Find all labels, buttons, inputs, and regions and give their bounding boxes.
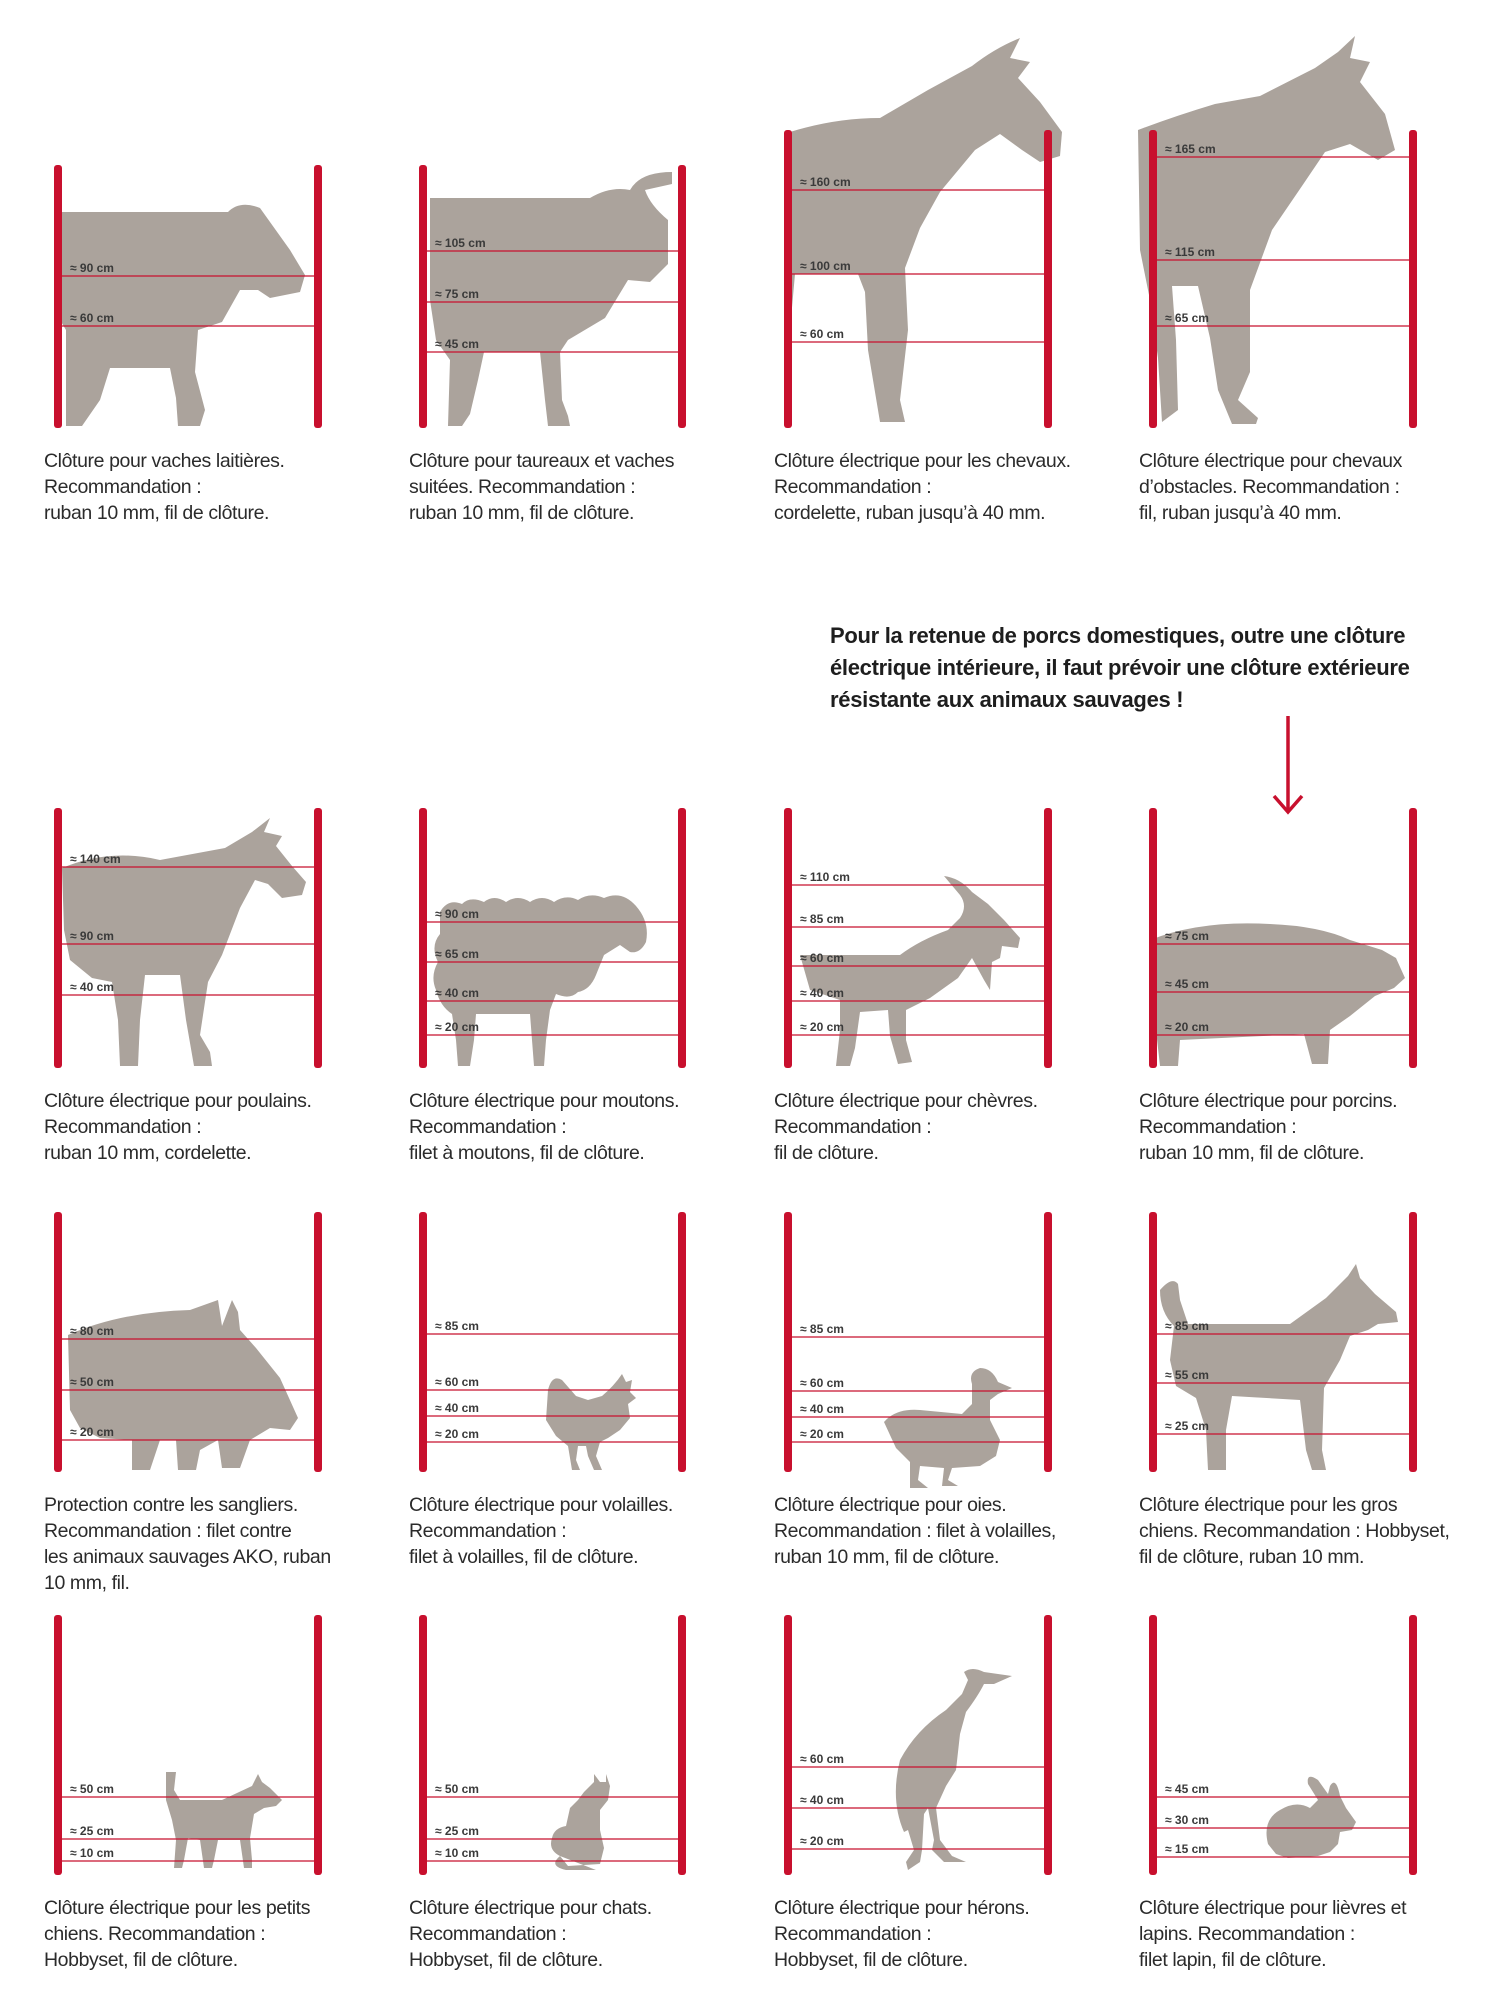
wire-height-label: ≈ 20 cm <box>800 1427 844 1441</box>
caption-line: Clôture électrique pour volailles. <box>409 1494 673 1516</box>
wire-height-label: ≈ 85 cm <box>435 1319 479 1333</box>
wire-height-label: ≈ 20 cm <box>800 1834 844 1848</box>
wire-height-label: ≈ 90 cm <box>70 261 114 275</box>
caption-line: Clôture électrique pour moutons. <box>409 1090 680 1112</box>
caption-line: Recommandation : <box>409 1520 567 1542</box>
caption-line: ruban 10 mm, cordelette. <box>44 1142 252 1164</box>
caption-line: Clôture électrique pour lièvres et <box>1139 1897 1407 1919</box>
caption-line: 10 mm, fil. <box>44 1572 130 1594</box>
wire-height-label: ≈ 20 cm <box>435 1427 479 1441</box>
wire-height-label: ≈ 25 cm <box>435 1824 479 1838</box>
caption-line: Clôture électrique pour chats. <box>409 1897 652 1919</box>
caption-line: Protection contre les sangliers. <box>44 1494 298 1516</box>
caption-line: fil de clôture. <box>774 1142 879 1164</box>
caption-line: ruban 10 mm, fil de clôture. <box>44 502 270 524</box>
rabbit-icon <box>1267 1777 1357 1858</box>
caption-line: ruban 10 mm, fil de clôture. <box>774 1546 1000 1568</box>
wire-height-label: ≈ 100 cm <box>800 259 851 273</box>
caption-line: Recommandation : filet contre <box>44 1520 292 1542</box>
wire-height-label: ≈ 50 cm <box>70 1375 114 1389</box>
pig-note-line: Pour la retenue de porcs domestiques, outre une clôture <box>830 623 1406 648</box>
wire-height-label: ≈ 110 cm <box>800 870 850 884</box>
wire-height-label: ≈ 40 cm <box>800 1793 844 1807</box>
caption-line: Hobbyset, fil de clôture. <box>409 1949 603 1971</box>
caption-line: Recommandation : <box>774 476 932 498</box>
fence-post <box>1149 1615 1157 1875</box>
wire-height-label: ≈ 15 cm <box>1165 1842 1209 1856</box>
wire-height-label: ≈ 105 cm <box>435 236 486 250</box>
caption-line: Clôture électrique pour les gros <box>1139 1494 1398 1516</box>
wire-height-label: ≈ 10 cm <box>435 1846 479 1860</box>
wire-height-label: ≈ 75 cm <box>1165 929 1209 943</box>
wire-height-label: ≈ 65 cm <box>435 947 479 961</box>
panel-caption <box>1139 1895 1474 1973</box>
wire-height-label: ≈ 60 cm <box>70 311 114 325</box>
caption-line: Recommandation : filet à volailles, <box>774 1520 1056 1542</box>
caption-line: Clôture électrique pour poulains. <box>44 1090 312 1112</box>
wire-height-label: ≈ 85 cm <box>800 1322 844 1336</box>
wire-height-label: ≈ 115 cm <box>1165 245 1215 259</box>
pig-note-line: résistante aux animaux sauvages ! <box>830 687 1184 712</box>
wire-height-label: ≈ 40 cm <box>800 986 844 1000</box>
wire-height-label: ≈ 40 cm <box>800 1402 844 1416</box>
wire-height-label: ≈ 60 cm <box>800 327 844 341</box>
wire-height-label: ≈ 45 cm <box>1165 1782 1209 1796</box>
caption-line: Hobbyset, fil de clôture. <box>44 1949 238 1971</box>
wire-height-label: ≈ 90 cm <box>70 929 114 943</box>
caption-line: cordelette, ruban jusqu’à 40 mm. <box>774 502 1046 524</box>
caption-line: fil, ruban jusqu’à 40 mm. <box>1139 502 1342 524</box>
caption-line: Recommandation : <box>409 1923 567 1945</box>
caption-line: ruban 10 mm, fil de clôture. <box>1139 1142 1365 1164</box>
wire-height-label: ≈ 85 cm <box>800 912 844 926</box>
wire-height-label: ≈ 65 cm <box>1165 311 1209 325</box>
wire-height-label: ≈ 50 cm <box>70 1782 114 1796</box>
caption-line: Clôture électrique pour hérons. <box>774 1897 1030 1919</box>
caption-line: Recommandation : <box>774 1923 932 1945</box>
caption-line: d’obstacles. Recommandation : <box>1139 476 1400 498</box>
wire-height-label: ≈ 20 cm <box>1165 1020 1209 1034</box>
wire-height-label: ≈ 10 cm <box>70 1846 114 1860</box>
wire-height-label: ≈ 20 cm <box>800 1020 844 1034</box>
caption-line: Clôture pour vaches laitières. <box>44 450 285 472</box>
fence-post <box>1409 1615 1417 1875</box>
wire-height-label: ≈ 60 cm <box>435 1375 479 1389</box>
caption-line: Clôture électrique pour chèvres. <box>774 1090 1038 1112</box>
wire-height-label: ≈ 20 cm <box>70 1425 114 1439</box>
pig-note-line: électrique intérieure, il faut prévoir une clôture extérieure <box>830 655 1410 680</box>
wire-height-label: ≈ 45 cm <box>435 337 479 351</box>
wire-height-label: ≈ 160 cm <box>800 175 851 189</box>
caption-line: Clôture pour taureaux et vaches <box>409 450 675 472</box>
wire-height-label: ≈ 90 cm <box>435 907 479 921</box>
caption-line: Clôture électrique pour les petits <box>44 1897 311 1919</box>
caption-line: Recommandation : <box>1139 1116 1297 1138</box>
caption-line: Recommandation : <box>44 1116 202 1138</box>
wire-height-label: ≈ 60 cm <box>800 1752 844 1766</box>
wire-height-label: ≈ 80 cm <box>70 1324 114 1338</box>
caption-line: Clôture électrique pour les chevaux. <box>774 450 1071 472</box>
caption-line: chiens. Recommandation : <box>44 1923 266 1945</box>
caption-line: filet à moutons, fil de clôture. <box>409 1142 645 1164</box>
caption-line: Hobbyset, fil de clôture. <box>774 1949 968 1971</box>
caption-line: chiens. Recommandation : Hobbyset, <box>1139 1520 1450 1542</box>
wire-height-label: ≈ 165 cm <box>1165 142 1216 156</box>
wire-height-label: ≈ 25 cm <box>70 1824 114 1838</box>
caption-line: Clôture électrique pour oies. <box>774 1494 1007 1516</box>
wire-height-label: ≈ 140 cm <box>70 852 121 866</box>
wire-height-label: ≈ 45 cm <box>1165 977 1209 991</box>
caption-line: lapins. Recommandation : <box>1139 1923 1355 1945</box>
caption-line: Recommandation : <box>409 1116 567 1138</box>
wire-height-label: ≈ 40 cm <box>435 986 479 1000</box>
caption-line: Clôture électrique pour chevaux <box>1139 450 1402 472</box>
wire-height-label: ≈ 20 cm <box>435 1020 479 1034</box>
caption-line: filet à volailles, fil de clôture. <box>409 1546 639 1568</box>
caption-line: Clôture électrique pour porcins. <box>1139 1090 1398 1112</box>
caption-line: ruban 10 mm, fil de clôture. <box>409 502 635 524</box>
wire-height-label: ≈ 75 cm <box>435 287 479 301</box>
wire-height-label: ≈ 40 cm <box>435 1401 479 1415</box>
wire-height-label: ≈ 55 cm <box>1165 1368 1209 1382</box>
wire-height-label: ≈ 60 cm <box>800 1376 844 1390</box>
wire-height-label: ≈ 60 cm <box>800 951 844 965</box>
wire-height-label: ≈ 25 cm <box>1165 1419 1209 1433</box>
caption-line: les animaux sauvages AKO, ruban <box>44 1546 331 1568</box>
caption-line: suitées. Recommandation : <box>409 476 636 498</box>
wire-height-label: ≈ 30 cm <box>1165 1813 1209 1827</box>
caption-line: filet lapin, fil de clôture. <box>1139 1949 1327 1971</box>
wire-height-label: ≈ 50 cm <box>435 1782 479 1796</box>
caption-line: Recommandation : <box>774 1116 932 1138</box>
wire-height-label: ≈ 85 cm <box>1165 1319 1209 1333</box>
wire-height-label: ≈ 40 cm <box>70 980 114 994</box>
caption-line: Recommandation : <box>44 476 202 498</box>
caption-line: fil de clôture, ruban 10 mm. <box>1139 1546 1365 1568</box>
